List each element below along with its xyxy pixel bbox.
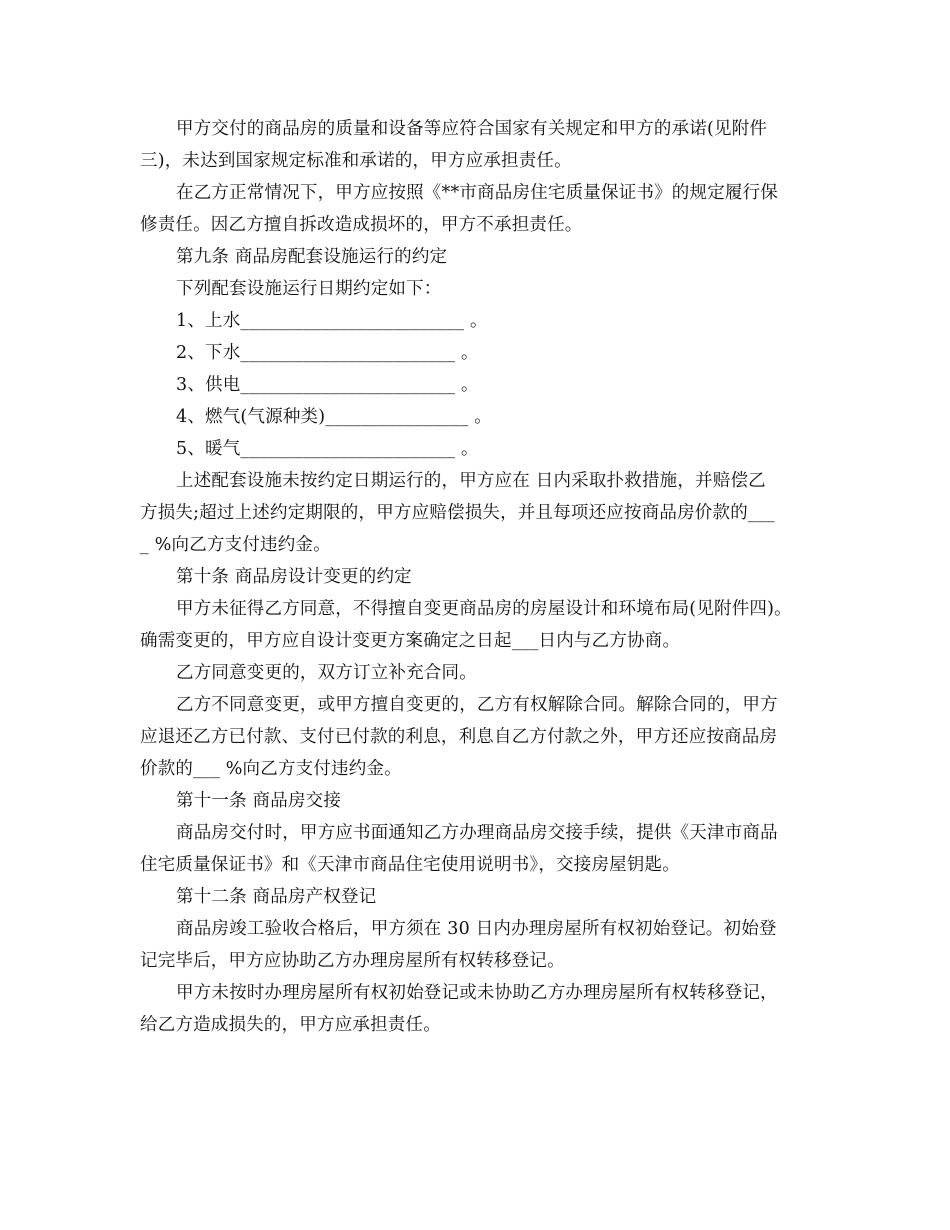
section-heading: 第九条 商品房配套设施运行的约定 (176, 247, 448, 267)
document-page (140, 113, 820, 1041)
text-line: 确需变更的，甲方应自设计变更方案确定之日起___日内与乙方协商。 (140, 631, 681, 651)
text-line: 甲方交付的商品房的质量和设备等应符合国家有关规定和甲方的承诺(见附件 (176, 119, 768, 139)
text-line: 甲方未按时办理房屋所有权初始登记或未协助乙方办理房屋所有权转移登记， (176, 983, 778, 1003)
text-line: 方损失;超过上述约定期限的，甲方应赔偿损失，并且每项还应按商品房价款的___ (140, 503, 775, 523)
list-item: 2、下水________________________ 。 (176, 343, 479, 363)
text-line: 下列配套设施运行日期约定如下： (176, 279, 442, 299)
text-line: 三)，未达到国家规定标准和承诺的，甲方应承担责任。 (140, 151, 572, 171)
text-line: _ %向乙方支付违约金。 (140, 535, 331, 555)
text-line: 给乙方造成损失的，甲方应承担责任。 (140, 1015, 441, 1035)
text-line: 乙方不同意变更，或甲方擅自变更的，乙方有权解除合同。解除合同的，甲方 (176, 695, 778, 715)
text-line: 乙方同意变更的，双方订立补充合同。 (176, 663, 477, 683)
text-line: 记完毕后，甲方应协助乙方办理房屋所有权转移登记。 (140, 951, 565, 971)
section-heading: 第十二条 商品房产权登记 (176, 887, 377, 907)
list-item: 3、供电________________________ 。 (176, 375, 479, 395)
list-item: 5、暖气________________________ 。 (176, 439, 479, 459)
section-heading: 第十一条 商品房交接 (176, 791, 342, 811)
list-item: 4、燃气(气源种类)________________ 。 (176, 407, 492, 427)
text-line: 商品房交付时，甲方应书面通知乙方办理商品房交接手续，提供《天津市商品 (176, 823, 778, 843)
text-line: 修责任。因乙方擅自拆改造成损坏的，甲方不承担责任。 (140, 215, 583, 235)
text-line: 甲方未征得乙方同意，不得擅自变更商品房的房屋设计和环境布局(见附件四)。 (176, 599, 792, 619)
text-line: 在乙方正常情况下，甲方应按照《**市商品房住宅质量保证书》的规定履行保 (176, 183, 778, 203)
text-line: 住宅质量保证书》和《天津市商品住宅使用说明书》，交接房屋钥匙。 (140, 855, 680, 875)
text-line: 价款的___ %向乙方支付违约金。 (140, 759, 402, 779)
list-item: 1、上水_________________________ 。 (176, 311, 488, 331)
text-line: 商品房竣工验收合格后，甲方须在 30 日内办理房屋所有权初始登记。初始登 (176, 919, 777, 939)
text-line: 上述配套设施未按约定日期运行的，甲方应在 日内采取扑救措施，并赔偿乙 (176, 471, 766, 491)
text-line: 应退还乙方已付款、支付已付款的利息，利息自乙方付款之外，甲方还应按商品房 (140, 727, 778, 747)
section-heading: 第十条 商品房设计变更的约定 (176, 567, 412, 587)
